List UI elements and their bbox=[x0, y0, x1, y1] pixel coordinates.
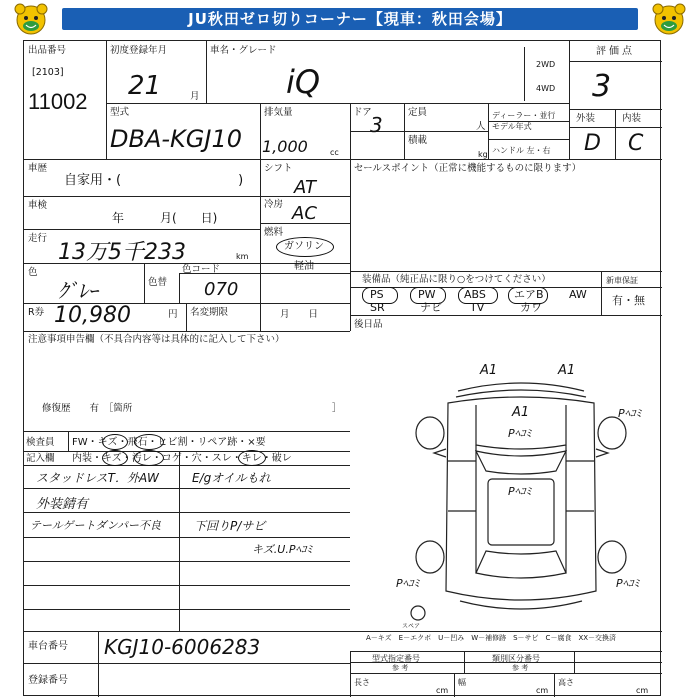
ac-value: AC bbox=[292, 203, 317, 224]
ref-label-2: 参 考 bbox=[512, 664, 529, 672]
inspector-label: 検査員 bbox=[26, 437, 55, 448]
km-unit: km bbox=[236, 252, 249, 261]
fuel-gas: ガソリン bbox=[284, 241, 324, 252]
row1-tobiishi-circle bbox=[134, 434, 164, 450]
damage-legend: A－キズ E－エクボ U－凹み W－補修跡 S－サビ C－腐食 XX－交換済 bbox=[366, 634, 617, 642]
mascot-right-icon bbox=[652, 3, 686, 35]
mark-a1-front-left: A1 bbox=[480, 363, 498, 378]
lot-label: 出品番号 bbox=[28, 45, 67, 56]
type-label: 型式 bbox=[110, 107, 130, 118]
cc-value: 1,000 bbox=[262, 137, 308, 156]
note-2: E/gオイルもれ bbox=[192, 471, 271, 485]
cm-unit-3: cm bbox=[636, 686, 649, 695]
lot-number: 11002 bbox=[28, 89, 88, 114]
name-change-label: 名変期限 bbox=[190, 307, 229, 318]
first-reg-year: 21 bbox=[128, 71, 162, 101]
record-label: 記入欄 bbox=[26, 453, 55, 464]
page-title: JU秋田ゼロ切りコーナー【現車：秋田会場】 bbox=[62, 8, 638, 30]
row2-yogore-circle bbox=[134, 450, 164, 466]
chassis-value: KGJ10-6006283 bbox=[104, 635, 261, 659]
row2-sure-circle bbox=[238, 450, 266, 466]
mark-a1-hood: A1 bbox=[512, 405, 530, 420]
lot-code: [2103] bbox=[32, 67, 64, 78]
first-reg-label: 初度登録年月 bbox=[110, 45, 168, 56]
note-6: キズ.U.Pﾍｺﾐ bbox=[252, 543, 312, 556]
drive-2wd: 2WD bbox=[536, 60, 556, 69]
recycle-value: 10,980 bbox=[54, 303, 131, 328]
chassis-label: 車台番号 bbox=[28, 641, 68, 652]
shift-label: シフト bbox=[264, 163, 293, 174]
mark-p-right-front: Pﾍｺﾐ bbox=[618, 407, 642, 420]
door-label: ドア bbox=[353, 107, 372, 118]
later-day-label: 後日品 bbox=[354, 319, 383, 330]
equip-sr: SR bbox=[370, 301, 385, 314]
equip-airbag: エアB bbox=[514, 288, 544, 301]
repair-close: ］ bbox=[332, 403, 342, 414]
inspect-row2: 内装・キズ・汚レ・コゲ・穴・スレ・キレ・破レ bbox=[72, 453, 292, 464]
drive-4wd: 4WD bbox=[536, 84, 556, 93]
person-unit: 人 bbox=[476, 121, 486, 132]
mark-p-windshield: Pﾍｺﾐ bbox=[508, 427, 532, 440]
fuel-diesel: 軽油 bbox=[294, 261, 314, 272]
note-5: 下回りP/サビ bbox=[194, 519, 266, 533]
cm-unit-2: cm bbox=[536, 686, 549, 695]
name-change-value: 月 日 bbox=[280, 309, 319, 320]
model-year-label: モデル年式 bbox=[492, 122, 532, 131]
inspection-value: 年 月( 日) bbox=[112, 211, 218, 225]
month-unit: 月 bbox=[190, 91, 200, 102]
mark-a1-front-right: A1 bbox=[558, 363, 576, 378]
inspect-row1: FW・キズ・飛石・ヒビ割・リペア跡・×要 bbox=[72, 437, 266, 448]
color-code-label: 色コード bbox=[182, 264, 221, 275]
interior-label: 内装 bbox=[622, 113, 642, 124]
history-value: 自家用・( ) bbox=[64, 173, 244, 188]
length-label: 長さ bbox=[354, 678, 370, 687]
model-label: 車名・グレード bbox=[210, 45, 277, 56]
cc-label: 排気量 bbox=[264, 107, 293, 118]
color-no-label: 色替 bbox=[148, 277, 168, 288]
equip-pw: PW bbox=[418, 288, 436, 301]
model-value: iQ bbox=[286, 63, 321, 101]
width-label: 幅 bbox=[458, 678, 466, 687]
exterior-label: 外装 bbox=[576, 113, 596, 124]
history-label: 車歴 bbox=[28, 163, 48, 174]
auction-sheet bbox=[23, 40, 661, 696]
category-label: 類別区分番号 bbox=[492, 654, 540, 663]
mark-p-roof: Pﾍｺﾐ bbox=[508, 485, 532, 498]
capacity-label: 定員 bbox=[408, 107, 428, 118]
spare-label: スペア bbox=[402, 623, 421, 630]
note-4: テールゲートダンパー不良 bbox=[30, 519, 161, 532]
new-car-value: 有・無 bbox=[612, 294, 645, 307]
equip-leather: カワ bbox=[520, 301, 542, 314]
fuel-gas-circle bbox=[276, 237, 334, 257]
mileage-label: 走行 bbox=[28, 233, 48, 244]
height-label: 高さ bbox=[558, 678, 574, 687]
mark-p-rear-right: Pﾍｺﾐ bbox=[616, 577, 640, 590]
dealer-label: ディーラー・並行 bbox=[492, 111, 556, 120]
inspection-label: 車検 bbox=[28, 200, 48, 211]
exterior-value: D bbox=[584, 131, 601, 156]
equip-navi: ナビ bbox=[420, 301, 442, 314]
interior-value: C bbox=[628, 131, 644, 156]
color-code-value: 070 bbox=[204, 279, 239, 300]
new-car-label: 新車保証 bbox=[606, 276, 638, 285]
sales-point-label: セールスポイント（正常に機能するものに限ります） bbox=[354, 163, 582, 174]
cc-unit: cc bbox=[330, 148, 339, 157]
shift-value: AT bbox=[294, 177, 316, 198]
ac-label: 冷房 bbox=[264, 199, 284, 210]
kg-unit: kg bbox=[478, 150, 488, 159]
equip-ps: PS bbox=[370, 288, 384, 301]
color-value: ｸﾞﾚｰ bbox=[58, 279, 98, 303]
color-label: 色 bbox=[28, 267, 38, 278]
reg-label: 登録番号 bbox=[28, 675, 68, 686]
load-label: 積載 bbox=[408, 135, 428, 146]
recycle-label: R券 bbox=[28, 307, 45, 318]
equip-tv: TV bbox=[470, 301, 485, 314]
equip-label: 装備品（純正品に限り○をつけてください） bbox=[362, 274, 551, 285]
yen-unit: 円 bbox=[168, 309, 178, 320]
fuel-label: 燃料 bbox=[264, 227, 284, 238]
score-label: 評価点 bbox=[596, 46, 635, 57]
notes-label: 注意事項申告欄（不具合内容等は具体的に記入して下さい） bbox=[28, 334, 285, 345]
repair-label: 修復歴 有 ［箇所 bbox=[42, 403, 133, 414]
mark-p-rear-left: Pﾍｺﾐ bbox=[396, 577, 420, 590]
mascot-left-icon bbox=[14, 3, 48, 35]
type-designation-label: 型式指定番号 bbox=[372, 654, 420, 663]
header bbox=[0, 0, 700, 38]
mileage-value: 13万5千233 bbox=[58, 240, 186, 265]
handle-label: ハンドル 左・右 bbox=[492, 146, 551, 155]
type-value: DBA-KGJ10 bbox=[110, 125, 242, 153]
score-value: 3 bbox=[592, 69, 612, 104]
note-1: スタッドレスT．外AW bbox=[36, 471, 159, 485]
equip-aw: AW bbox=[569, 288, 587, 301]
equip-abs: ABS bbox=[464, 288, 486, 301]
row2-kizu-circle bbox=[102, 450, 128, 466]
cm-unit-1: cm bbox=[436, 686, 449, 695]
ref-label-1: 参 考 bbox=[392, 664, 409, 672]
note-3: 外装錆有 bbox=[36, 497, 89, 512]
door-value: 3 bbox=[370, 113, 383, 137]
row1-kizu-circle bbox=[102, 434, 128, 450]
